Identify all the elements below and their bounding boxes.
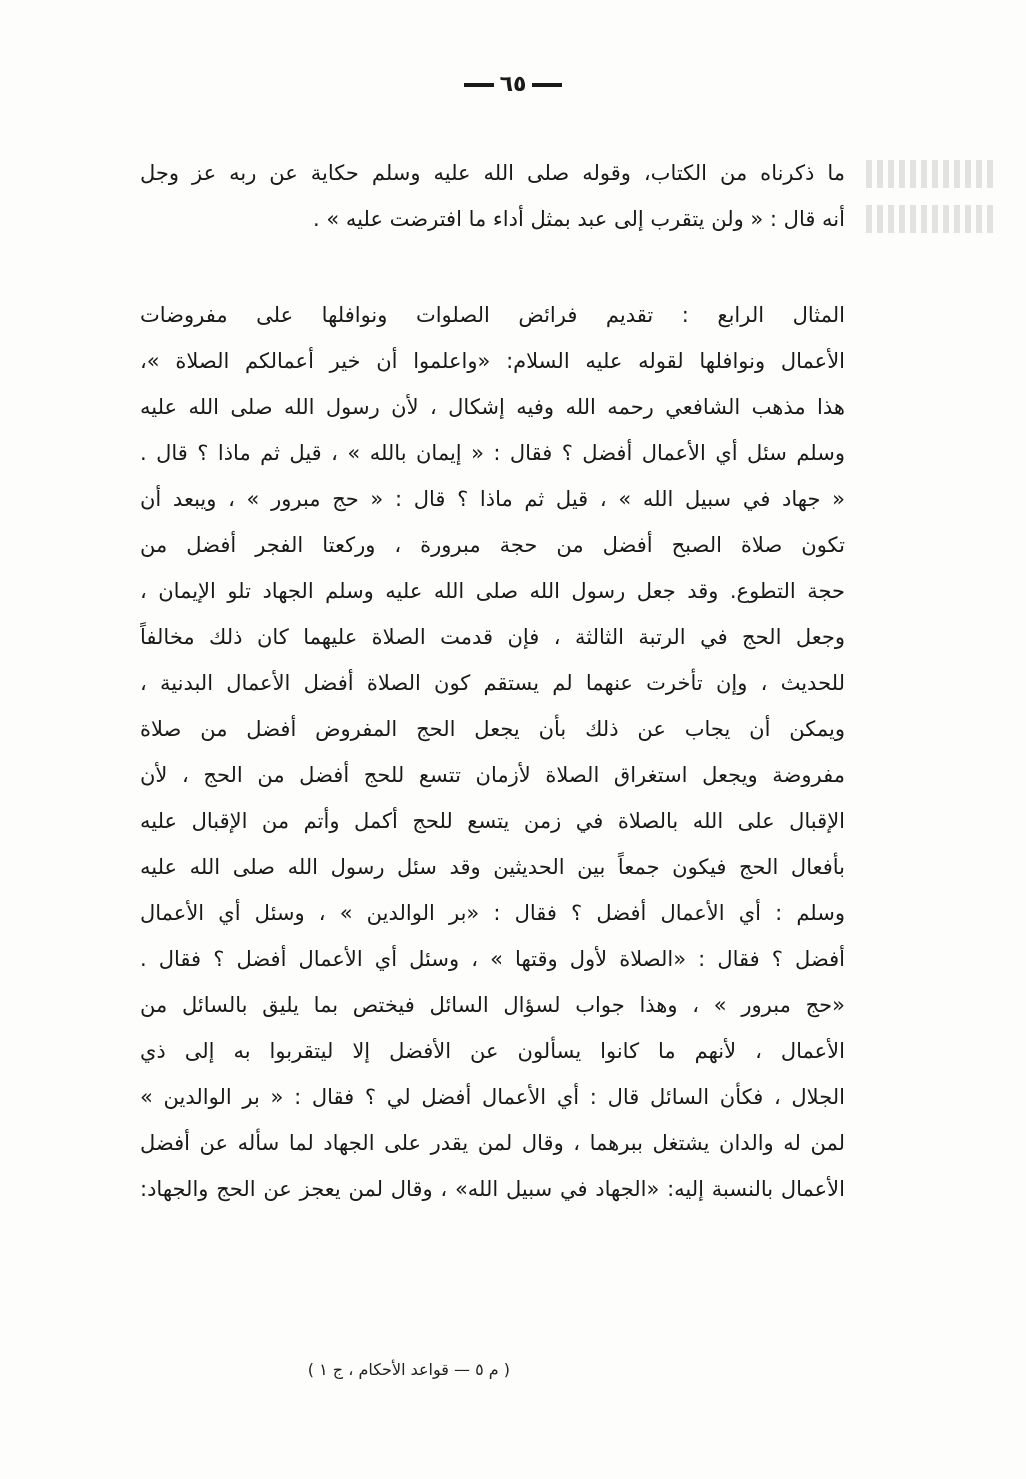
page-number	[0, 72, 1026, 97]
text-line: المثال الرابع : تقديم فرائض الصلوات ونوافلها على مفروضات	[140, 303, 845, 327]
text-line: أنه قال : « ولن يتقرب إلى عبد بمثل أداء ما افترضت عليه » .	[313, 207, 845, 231]
text-line: ويمكن أن يجاب عن ذلك بأن يجعل الحج المفروض أفضل من صلاة	[140, 717, 845, 741]
text-line: تكون صلاة الصبح أفضل من حجة مبرورة ، وركعتا الفجر أفضل من	[140, 533, 845, 557]
text-line: للحديث ، وإن تأخرت عنهما لم يستقم كون الصلاة أفضل الأعمال البدنية ،	[140, 671, 845, 695]
text-line: حجة التطوع. وقد جعل رسول الله صلى الله عليه وسلم الجهاد تلو الإيمان ،	[140, 579, 845, 603]
text-line: « جهاد في سبيل الله » ، قيل ثم ماذا ؟ قال : « حج مبرور » ، ويبعد أن	[140, 487, 845, 511]
text-line: وسلم : أي الأعمال أفضل ؟ فقال : «بر الوالدين » ، وسئل أي الأعمال	[140, 901, 845, 925]
dash-left	[532, 83, 562, 87]
text-line: ما ذكرناه من الكتاب، وقوله صلى الله عليه وسلم حكاية عن ربه عز وجل	[140, 161, 845, 185]
text-line: لمن له والدان يشتغل ببرهما ، وقال لمن يقدر على الجهاد لما سأله عن أفضل	[140, 1131, 845, 1155]
text-line: وسلم سئل أي الأعمال أفضل ؟ فقال : « إيمان بالله » ، قيل ثم ماذا ؟ قال .	[140, 441, 845, 465]
text-line: الجلال ، فكأن السائل قال : أي الأعمال أفضل لي ؟ فقال : « بر الوالدين »	[140, 1085, 845, 1109]
text-line: الأعمال ، لأنهم ما كانوا يسألون عن الأفضل إلا ليتقربوا به إلى ذي	[140, 1039, 845, 1063]
margin-bleed-mark	[866, 205, 996, 233]
margin-bleed-mark	[866, 160, 996, 188]
text-line: هذا مذهب الشافعي رحمه الله وفيه إشكال ، لأن رسول الله صلى الله عليه	[140, 395, 845, 419]
text-line: الأعمال بالنسبة إليه: «الجهاد في سبيل الله» ، وقال لمن يعجز عن الحج والجهاد:	[140, 1177, 845, 1201]
dash-right	[464, 83, 494, 87]
text-line: الإقبال على الله بالصلاة في زمن يتسع للحج أكمل وأتم من الإقبال عليه	[140, 809, 845, 833]
text-line: الأعمال ونوافلها لقوله عليه السلام: «واعلموا أن خير أعمالكم الصلاة »،	[140, 349, 845, 373]
footer-signature-note: ( م ٥ — قواعد الأحكام ، ج ١ )	[307, 1360, 510, 1379]
text-line: مفروضة ويجعل استغراق الصلاة لأزمان تتسع للحج أفضل من الحج ، لأن	[140, 763, 845, 787]
text-line: وجعل الحج في الرتبة الثالثة ، فإن قدمت الصلاة عليهما كان ذلك مخالفاً	[140, 625, 845, 649]
text-line: بأفعال الحج فيكون جمعاً بين الحديثين وقد سئل رسول الله صلى الله عليه	[140, 855, 845, 879]
paragraph-quotation-end	[140, 150, 845, 242]
paragraph-fourth-example	[140, 292, 845, 1212]
text-line: «حج مبرور » ، وهذا جواب لسؤال السائل فيختص بما يليق بالسائل من	[140, 993, 845, 1017]
text-line: أفضل ؟ فقال : «الصلاة لأول وقتها » ، وسئل أي الأعمال أفضل ؟ فقال .	[140, 947, 845, 971]
page-number-text: ٦٥	[499, 72, 527, 97]
